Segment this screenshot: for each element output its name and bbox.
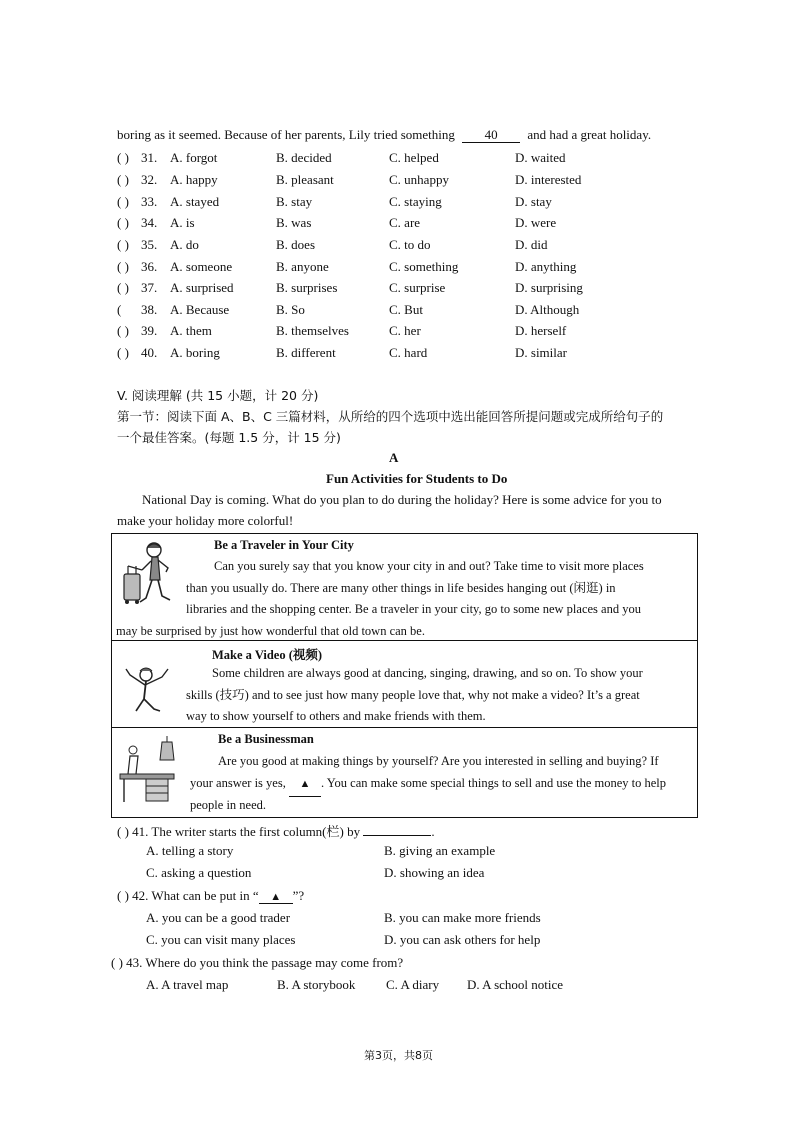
question-row <box>117 345 717 363</box>
passage-intro-line1: National Day is coming. What do you plan to do during the holiday? Here is some advice for you to <box>142 492 662 507</box>
option-a: A. surprised <box>170 280 234 295</box>
box-text-line: than you usually do. There are many other things in life besides hanging out (闲逛) in <box>186 581 616 595</box>
question-42-stem <box>117 888 304 904</box>
option-c: C. hard <box>389 345 428 360</box>
box-text-line: way to show yourself to others and make friends with them. <box>186 709 486 723</box>
option-a: A. happy <box>170 172 218 187</box>
box-text-line: libraries and the shopping center. Be a traveler in your city, go to some new places and you <box>186 602 641 616</box>
option-d: D. stay <box>515 194 552 209</box>
traveler-illustration-icon <box>116 538 182 612</box>
option-b: B. anyone <box>276 259 329 274</box>
option-b: B. themselves <box>276 323 349 338</box>
question-41-stem <box>117 821 435 840</box>
box-title: Be a Businessman <box>218 732 314 746</box>
question-row <box>117 194 717 212</box>
option-c: C. unhappy <box>389 172 449 187</box>
answer-paren[interactable]: ( <box>117 302 122 317</box>
option-a: A. them <box>170 323 212 338</box>
question-stem-text: ( ) 41. The writer starts the first column(栏) by <box>117 824 361 839</box>
option-c: C. staying <box>389 194 442 209</box>
cloze-tail-before: boring as it seemed. Because of her parents, Lily tried something <box>117 127 455 142</box>
option-b: B. was <box>276 215 312 230</box>
option-c: C. asking a question <box>146 865 252 880</box>
box-text-line: people in need. <box>190 798 267 812</box>
question-row <box>117 237 717 255</box>
question-number: 34. <box>141 215 158 230</box>
blank-40: 40 <box>462 128 520 143</box>
answer-paren[interactable]: ( ) <box>117 194 129 209</box>
option-a: A. forgot <box>170 150 218 165</box>
answer-paren[interactable]: ( ) <box>117 280 129 295</box>
question-number: 37. <box>141 280 158 295</box>
question-row <box>117 172 717 190</box>
option-c: C. surprise <box>389 280 446 295</box>
section-instructions-line1: 第一节：阅读下面 A、B、C 三篇材料，从所给的四个选项中选出能回答所提问题或完成所给句子的 <box>117 409 664 424</box>
option-b: B. decided <box>276 150 332 165</box>
box-text-line: Some children are always good at dancing, singing, drawing, and so on. To show your <box>212 666 643 680</box>
question-row <box>117 280 717 298</box>
option-b: B. you can make more friends <box>384 910 541 925</box>
option-b: B. giving an example <box>384 843 496 858</box>
option-a: A. A travel map <box>146 977 229 992</box>
question-stem-text: ( ) 42. What can be put in “ <box>117 888 259 903</box>
question-row <box>117 150 717 168</box>
question-number: 31. <box>141 150 158 165</box>
cloze-tail-line <box>117 127 651 143</box>
box-text-after-blank: . You can make some special things to sell and use the money to help <box>320 776 667 790</box>
option-b: B. does <box>276 237 315 252</box>
option-d: D. anything <box>515 259 577 274</box>
cloze-tail-after: and had a great holiday. <box>527 127 652 142</box>
box-title: Be a Traveler in Your City <box>214 538 354 552</box>
answer-paren[interactable]: ( ) <box>117 215 129 230</box>
passage-intro-line2: make your holiday more colorful! <box>117 513 294 528</box>
option-a: A. Because <box>170 302 230 317</box>
stem-end: ”? <box>292 888 305 903</box>
option-a: A. someone <box>170 259 233 274</box>
answer-paren[interactable]: ( ) <box>117 237 129 252</box>
answer-blank[interactable] <box>363 835 431 836</box>
option-b: B. different <box>276 345 336 360</box>
option-d: D. Although <box>515 302 580 317</box>
option-c: C. something <box>389 259 459 274</box>
question-number: 39. <box>141 323 158 338</box>
answer-paren[interactable]: ( ) <box>117 172 129 187</box>
option-d: D. were <box>515 215 557 230</box>
page-number: 第3页，共8页 <box>364 1049 433 1062</box>
option-d: D. interested <box>515 172 582 187</box>
option-b: B. So <box>276 302 305 317</box>
question-number: 38. <box>141 302 158 317</box>
question-number: 33. <box>141 194 158 209</box>
option-d: D. A school notice <box>467 977 564 992</box>
option-b: B. pleasant <box>276 172 334 187</box>
option-b: B. surprises <box>276 280 338 295</box>
box-text-line: skills (技巧) and to see just how many people love that, why not make a video? It’s a great <box>186 688 640 702</box>
option-d: D. did <box>515 237 548 252</box>
question-number: 40. <box>141 345 158 360</box>
question-row <box>117 323 717 341</box>
option-c: C. But <box>389 302 423 317</box>
passage-title: Fun Activities for Students to Do <box>326 471 508 486</box>
box-text-before-blank: your answer is yes, <box>190 776 286 790</box>
option-a: A. telling a story <box>146 843 234 858</box>
question-row <box>117 302 717 320</box>
question-number: 36. <box>141 259 158 274</box>
option-a: A. boring <box>170 345 220 360</box>
option-d: D. you can ask others for help <box>384 932 541 947</box>
question-row <box>117 215 717 233</box>
triangle-blank: ▲ <box>259 891 293 904</box>
passage-letter: A <box>389 450 399 465</box>
option-a: A. you can be a good trader <box>146 910 291 925</box>
option-a: A. is <box>170 215 195 230</box>
activity-box-traveler <box>111 533 698 641</box>
option-c: C. are <box>389 215 421 230</box>
option-d: D. waited <box>515 150 566 165</box>
box-text-line <box>190 773 694 797</box>
box-text-line: may be surprised by just how wonderful that old town can be. <box>116 624 425 638</box>
option-c: C. A diary <box>386 977 440 992</box>
option-b: B. stay <box>276 194 313 209</box>
stem-end: . <box>431 824 435 839</box>
option-d: D. similar <box>515 345 567 360</box>
option-b: B. A storybook <box>277 977 356 992</box>
section-instructions-line2: 一个最佳答案。(每题 1.5 分，计 15 分) <box>117 430 341 445</box>
answer-paren[interactable]: ( ) <box>117 259 129 274</box>
question-row <box>117 259 717 277</box>
option-c: C. you can visit many places <box>146 932 296 947</box>
option-c: C. her <box>389 323 421 338</box>
desk-illustration-icon <box>116 732 182 806</box>
answer-paren[interactable]: ( ) <box>117 150 129 165</box>
dancer-illustration-icon <box>116 645 182 719</box>
option-d: D. herself <box>515 323 567 338</box>
question-number: 32. <box>141 172 158 187</box>
option-d: D. surprising <box>515 280 583 295</box>
box-text-line: Are you good at making things by yourself? Are you interested in selling and buying? If <box>218 754 659 768</box>
option-c: C. to do <box>389 237 431 252</box>
answer-paren[interactable]: ( ) <box>117 323 129 338</box>
box-title: Make a Video (视频) <box>212 648 323 662</box>
question-43-stem: ( ) 43. Where do you think the passage may come from? <box>111 955 404 970</box>
option-a: A. stayed <box>170 194 220 209</box>
triangle-blank: ▲ <box>289 774 321 797</box>
answer-paren[interactable]: ( ) <box>117 345 129 360</box>
box-text-line: Can you surely say that you know your city in and out? Take time to visit more places <box>214 559 644 573</box>
section-title: V. 阅读理解 (共 15 小题，计 20 分) <box>117 388 319 403</box>
option-a: A. do <box>170 237 199 252</box>
option-c: C. helped <box>389 150 439 165</box>
activity-box-business <box>111 727 698 818</box>
activity-box-video <box>111 640 698 728</box>
question-number: 35. <box>141 237 158 252</box>
option-d: D. showing an idea <box>384 865 485 880</box>
